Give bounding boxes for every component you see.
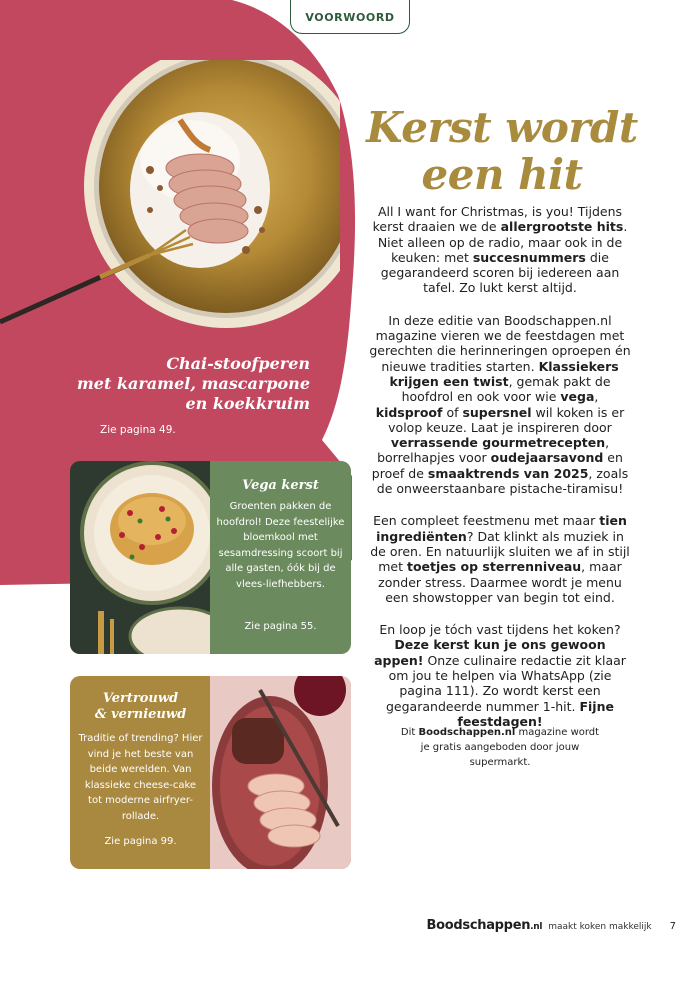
emphasis-text: smaaktrends van 2025 [427, 465, 589, 481]
body-paragraph: In deze editie van Boodschappen.nl magazine vieren we de feestdagen met gerechten die herinneringen oproepen én nieuwe tradities starten. Klassiekers krijgen een twist, gemak pakt de hoofdrol en ook voor wie vega, kidsproof of supersnel wil koken is er volop keuze. Laat je inspireren door verrassende gourmetrecepten, borrelhapjes voor oudejaarsavond en proef de smaaktrends van 2025, zoals de onweerstaanbare pistache-tiramisu! [369, 312, 631, 497]
page-headline [352, 104, 652, 198]
emphasis-text: vega [560, 389, 595, 405]
emphasis-text: Deze kerst kun je ons gewoon appen! [374, 637, 606, 668]
intro-text [369, 204, 631, 746]
emphasis-text: succesnummers [472, 249, 586, 265]
feature-title-line: Chai-stoofperen [166, 354, 310, 373]
body-paragraph: Een compleet feestmenu met maar tien ingrediënten? Dat klinkt als muziek in de oren. En natuurlijk sluiten we af in stijl met toetjes op sterrenniveau, maar zonder stress. Daarmee wordt je menu een showstopper van begin tot eind. [370, 513, 630, 605]
brand-name: Boodschappen [426, 918, 531, 933]
card-title [70, 691, 211, 723]
card-page-ref: Zie pagina 55. [244, 621, 317, 632]
brand-logo [427, 918, 543, 933]
card-title-line: Vertrouwd [102, 691, 179, 706]
vega-christmas-card[interactable] [70, 461, 351, 654]
card-title: Vega kerst [242, 478, 319, 493]
emphasis-text: toetjes op sterrenniveau [406, 559, 582, 575]
free-magazine-note: Dit Boodschappen.nl magazine wordt je gratis aangeboden door jouw supermarkt. [400, 727, 600, 768]
brand-suffix: .nl [530, 922, 543, 932]
feature-dish-title [70, 354, 310, 414]
emphasis-text: kidsproof [375, 404, 443, 420]
card-text: Groenten pakken de hoofdrol! Deze feestelijke bloemkool met sesamdressing scoort bij alle gasten, óók bij de vlees-liefhebbers. [216, 501, 345, 590]
trusted-renewed-card[interactable] [70, 676, 351, 869]
emphasis-text: supersnel [462, 404, 532, 420]
card-text: Traditie of trending? Hier vind je het beste van beide werelden. Van klassieke cheese-cake tot moderne airfryer-rollade. [78, 733, 203, 822]
headline-line: een hit [421, 150, 583, 199]
page-number: 7 [669, 921, 676, 932]
emphasis-text: verrassende gourmetrecepten [390, 435, 606, 451]
section-tab [290, 0, 410, 34]
emphasis-text: tien ingrediënten [376, 513, 627, 544]
feature-page-ref: Zie pagina 49. [100, 424, 176, 436]
body-paragraph: All I want for Christmas, is you! Tijdens kerst draaien we de allergrootste hits. Niet alleen op de radio, maar ook in de keuken: met succesnummers die gegarandeerd scoren bij iedereen aan tafel. Zo lukt kerst altijd. [372, 204, 628, 296]
cauliflower-dish-photo [70, 461, 210, 654]
page-footer [427, 918, 676, 933]
emphasis-text: Boodschappen.nl [418, 727, 516, 738]
card-page-ref: Zie pagina 99. [104, 836, 177, 847]
feature-title-line: en koekkruim [185, 394, 310, 413]
roast-dish-photo [210, 676, 351, 869]
emphasis-text: Fijne feestdagen! [457, 698, 614, 729]
emphasis-text: Klassiekers krijgen een twist [389, 358, 619, 389]
feature-title-line: met karamel, mascarpone [76, 374, 310, 393]
section-tab-label: VOORWOORD [305, 11, 395, 24]
emphasis-text: allergrootste hits [500, 219, 624, 235]
brand-tagline: maakt koken makkelijk [548, 922, 652, 932]
pear-dessert-photo [0, 60, 340, 340]
body-paragraph: En loop je tóch vast tijdens het koken? Deze kerst kun je ons gewoon appen! Onze culinaire redactie zit klaar om jou te helpen via WhatsApp (zie pagina 111). Zo wordt kerst een gegarandeerde nummer 1-hit. Fijne feestdagen! [374, 622, 626, 729]
headline-line: Kerst wordt [366, 103, 638, 152]
card-title-line: & vernieuwd [94, 707, 187, 722]
emphasis-text: oudejaarsavond [490, 450, 604, 466]
